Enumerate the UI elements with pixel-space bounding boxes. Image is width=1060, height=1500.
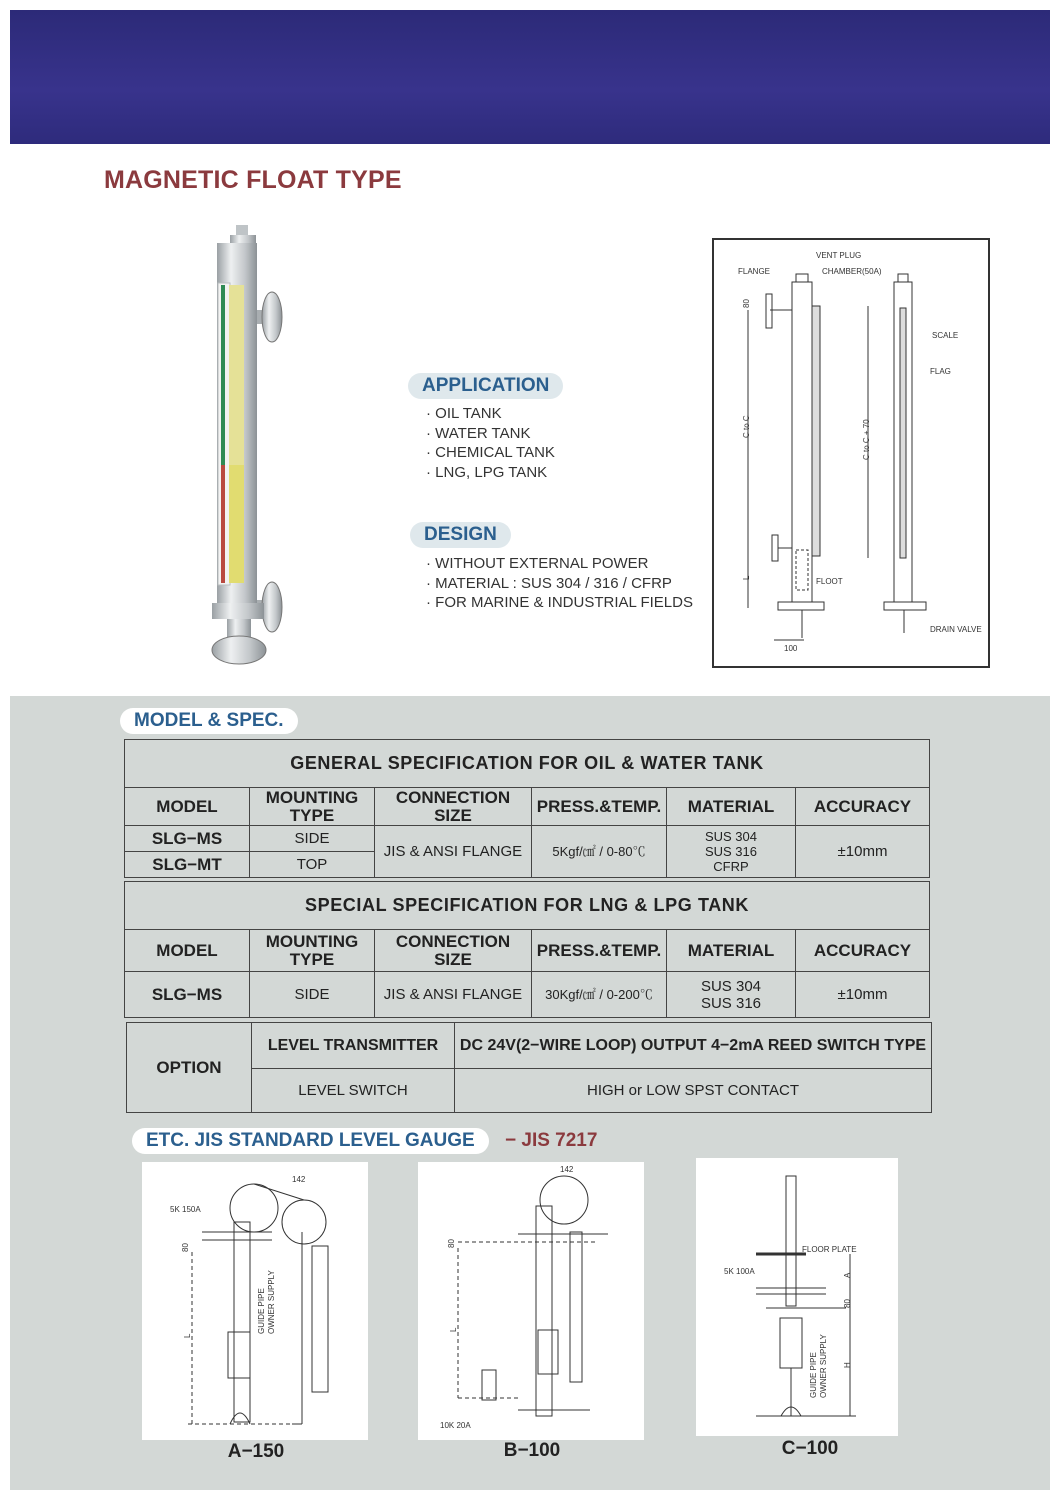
material-value: SUS 316 [704, 844, 758, 859]
row-material [667, 972, 796, 1018]
product-photo [200, 225, 300, 675]
list-item: · LNG, LPG TANK [426, 463, 555, 483]
row-mounting: SIDE [250, 826, 375, 852]
special-spec-title: SPECIAL SPECIFICATION FOR LNG & LPG TANK [125, 882, 930, 930]
material-value: SUS 304 [704, 829, 758, 844]
application-list [426, 404, 555, 482]
label-dim-80: 80 [447, 1239, 456, 1248]
list-item: · WITHOUT EXTERNAL POWER [426, 554, 693, 574]
material-value: SUS 304 [700, 977, 762, 995]
option-table [126, 1022, 932, 1113]
row-mounting: SIDE [250, 972, 375, 1018]
label-flange: 5K 150A [170, 1205, 201, 1214]
diagram-label-flange: FLANGE [738, 267, 771, 276]
diagram-label-vent-plug: VENT PLUG [816, 251, 862, 260]
row-model: SLG−MS [125, 826, 250, 852]
list-item: · WATER TANK [426, 424, 555, 444]
row-connection: JIS & ANSI FLANGE [375, 826, 532, 878]
col-press: PRESS.&TEMP. [532, 930, 667, 972]
col-mounting-line-1: MOUNTING [265, 931, 359, 951]
diagram-label-flag: FLAG [930, 367, 951, 376]
label-dim-l: L [449, 1327, 458, 1332]
label-dim-h: H [843, 1362, 852, 1368]
label-valve: 10K 20A [440, 1421, 471, 1430]
col-connection [375, 930, 532, 972]
technical-diagram [712, 238, 990, 668]
list-item: · CHEMICAL TANK [426, 443, 555, 463]
row-press: 30Kgf/㎠ / 0-200℃ [532, 972, 667, 1018]
row-mounting: TOP [250, 852, 375, 878]
gauge-b-100-drawing [418, 1162, 644, 1440]
diagram-label-c-to-c-70: C to C + 70 [862, 419, 871, 460]
application-heading: APPLICATION [408, 373, 563, 399]
list-item: · OIL TANK [426, 404, 555, 424]
row-model: SLG−MT [125, 852, 250, 878]
diagram-label-chamber: CHAMBER(50A) [822, 267, 882, 276]
option-switch-spec: HIGH or LOW SPST CONTACT [455, 1069, 932, 1113]
col-material: MATERIAL [667, 930, 796, 972]
col-model: MODEL [125, 788, 250, 826]
diagram-label-dim-l: L [742, 575, 751, 580]
gauge-a-150-drawing [142, 1162, 368, 1440]
col-accuracy: ACCURACY [796, 788, 930, 826]
option-switch: LEVEL SWITCH [252, 1069, 455, 1113]
col-press: PRESS.&TEMP. [532, 788, 667, 826]
col-connection-line-1: CONNECTION [395, 931, 511, 951]
option-transmitter: LEVEL TRANSMITTER [252, 1023, 455, 1069]
gauge-c-100-panel [696, 1158, 898, 1436]
col-mounting-line-2: TYPE [289, 805, 335, 825]
label-dim-80: 80 [181, 1243, 190, 1252]
col-model: MODEL [125, 930, 250, 972]
general-spec-title: GENERAL SPECIFICATION FOR OIL & WATER TANK [125, 740, 930, 788]
label-dim-l: L [183, 1333, 192, 1338]
label-dim-80: 80 [843, 1299, 852, 1308]
table-row [125, 826, 930, 852]
label-owner-supply: OWNER SUPPLY [267, 1270, 276, 1334]
table-row [125, 972, 930, 1018]
diagram-label-c-to-c: C to C [742, 415, 751, 438]
label-guide-pipe: GUIDE PIPE [257, 1288, 266, 1334]
diagram-label-scale: SCALE [932, 331, 959, 340]
diagram-label-dim-80: 80 [742, 299, 751, 308]
label-dim-142: 142 [292, 1175, 306, 1184]
col-accuracy: ACCURACY [796, 930, 930, 972]
option-transmitter-spec: DC 24V(2−WIRE LOOP) OUTPUT 4−2mA REED SWITCH TYPE [455, 1023, 932, 1069]
top-banner [10, 10, 1050, 144]
label-floor-plate: FLOOR PLATE [802, 1245, 857, 1254]
list-item: · FOR MARINE & INDUSTRIAL FIELDS [426, 593, 693, 613]
label-flange: 5K 100A [724, 1267, 755, 1276]
diagram-label-dim-100: 100 [784, 644, 798, 653]
col-connection [375, 788, 532, 826]
material-value: SUS 316 [700, 994, 762, 1012]
design-heading: DESIGN [410, 522, 511, 548]
col-connection-line-2: SIZE [434, 949, 472, 969]
col-material: MATERIAL [667, 788, 796, 826]
col-mounting [250, 788, 375, 826]
page-title: MAGNETIC FLOAT TYPE [104, 166, 402, 194]
label-dim-a: A [843, 1272, 852, 1278]
row-press: 5Kgf/㎠ / 0-80℃ [532, 826, 667, 878]
diagram-label-floot: FLOOT [816, 577, 843, 586]
gauge-c-100-caption: C−100 [781, 1438, 839, 1459]
gauge-b-100-panel [418, 1162, 644, 1440]
option-label: OPTION [127, 1023, 252, 1113]
label-dim-142: 142 [560, 1165, 574, 1174]
row-accuracy: ±10mm [796, 972, 930, 1018]
model-spec-heading: MODEL & SPEC. [120, 708, 298, 734]
label-guide-pipe: GUIDE PIPE [809, 1352, 818, 1398]
col-mounting-line-1: MOUNTING [265, 787, 359, 807]
col-mounting [250, 930, 375, 972]
diagram-label-drain-valve: DRAIN VALVE [930, 625, 982, 634]
jis-standard: − JIS 7217 [505, 1130, 598, 1151]
row-model: SLG−MS [125, 972, 250, 1018]
label-owner-supply: OWNER SUPPLY [819, 1334, 828, 1398]
row-accuracy: ±10mm [796, 826, 930, 878]
gauge-a-150-panel [142, 1162, 368, 1440]
row-material [667, 826, 796, 878]
gauge-c-100-drawing [696, 1158, 898, 1436]
general-spec-table [124, 739, 930, 878]
list-item: · MATERIAL : SUS 304 / 316 / CFRP [426, 574, 693, 594]
gauge-a-150-caption: A−150 [227, 1441, 285, 1462]
col-mounting-line-2: TYPE [289, 949, 335, 969]
row-connection: JIS & ANSI FLANGE [375, 972, 532, 1018]
material-value: CFRP [713, 859, 749, 874]
etc-heading: ETC. JIS STANDARD LEVEL GAUGE [132, 1128, 489, 1154]
design-list [426, 554, 693, 613]
col-connection-line-2: SIZE [434, 805, 472, 825]
special-spec-table [124, 881, 930, 1018]
col-connection-line-1: CONNECTION [395, 787, 511, 807]
gauge-b-100-caption: B−100 [503, 1440, 561, 1461]
